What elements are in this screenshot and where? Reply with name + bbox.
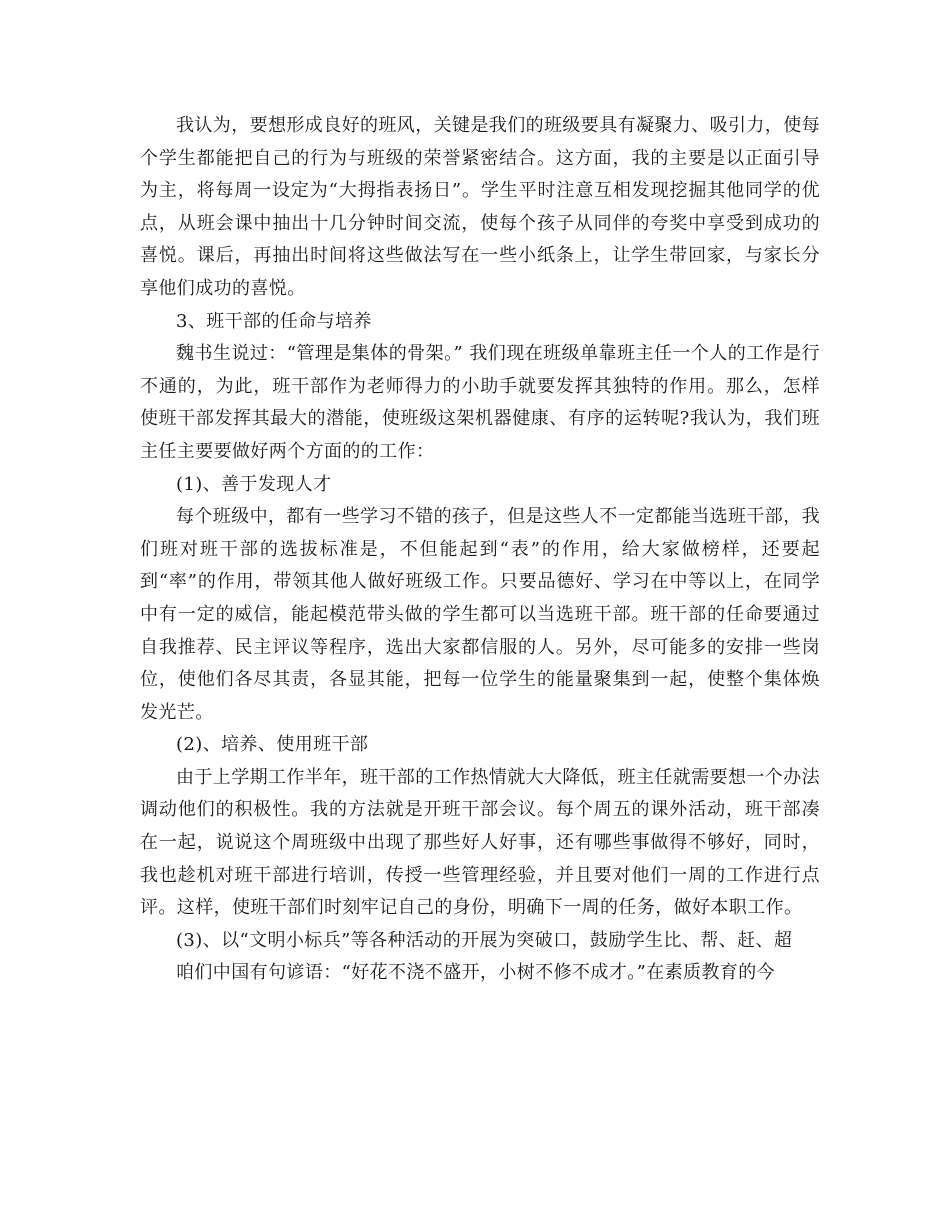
paragraph-selecting-cadres: 每个班级中，都有一些学习不错的孩子，但是这些人不一定都能当选班干部，我们班对班干部的选拔标准是，不但能起到“表”的作用，给大家做榜样，还要起到“率”的作用，带领其他人做好班级工作。只要品德好、学习在中等以上，在同学中有一定的威信，能起模范带头做的学生都可以当选班干部。班干部的任命要通过自我推荐、民主评议等程序，选出大家都信服的人。另外，尽可能多的安排一些岗位，使他们各尽其责，各显其能，把每一位学生的能量聚集到一起，使整个集体焕发光芒。 (140, 506, 820, 723)
heading-subsection-3: (3)、以“文明小标兵”等各种活动的开展为突破口，鼓励学生比、帮、赶、超 (176, 929, 793, 951)
document-body (140, 110, 820, 990)
heading-subsection-1: (1)、善于发现人才 (176, 473, 332, 495)
heading-subsection-2: (2)、培养、使用班干部 (176, 734, 369, 756)
paragraph-wei-shusheng-quote: 魏书生说过：“管理是集体的骨架。” 我们现在班级单靠班主任一个人的工作是行不通的，为此，班干部作为老师得力的小助手就要发挥其独特的作用。那么，怎样使班干部发挥其最大的潜能，使班级这架机器健康、有序的运转呢?我认为，我们班主任主要要做好两个方面的的工作： (140, 343, 820, 462)
paragraph-class-cohesion: 我认为，要想形成良好的班风，关键是我们的班级要具有凝聚力、吸引力，使每个学生都能把自己的行为与班级的荣誉紧密结合。这方面，我的主要是以正面引导为主，将每周一设定为“大拇指表扬日”。学生平时注意互相发现挖掘其他同学的优点，从班会课中抽出十几分钟时间交流，使每个孩子从同伴的夸奖中享受到成功的喜悦。课后，再抽出时间将这些做法写在一些小纸条上，让学生带回家，与家长分享他们成功的喜悦。 (140, 115, 820, 299)
paragraph-training-cadres: 由于上学期工作半年，班干部的工作热情就大大降低，班主任就需要想一个办法调动他们的积极性。我的方法就是开班干部会议。每个周五的课外活动，班干部凑在一起，说说这个周班级中出现了那些好人好事，还有哪些事做得不够好，同时，我也趁机对班干部进行培训，传授一些管理经验，并且要对他们一周的工作进行点评。这样，使班干部们时刻牢记自己的身份，明确下一周的任务，做好本职工作。 (140, 766, 820, 919)
heading-section-3: 3、班干部的任命与培养 (176, 310, 372, 332)
paragraph-proverb: 咱们中国有句谚语：“好花不浇不盛开，小树不修不成才。”在素质教育的今 (176, 962, 776, 984)
